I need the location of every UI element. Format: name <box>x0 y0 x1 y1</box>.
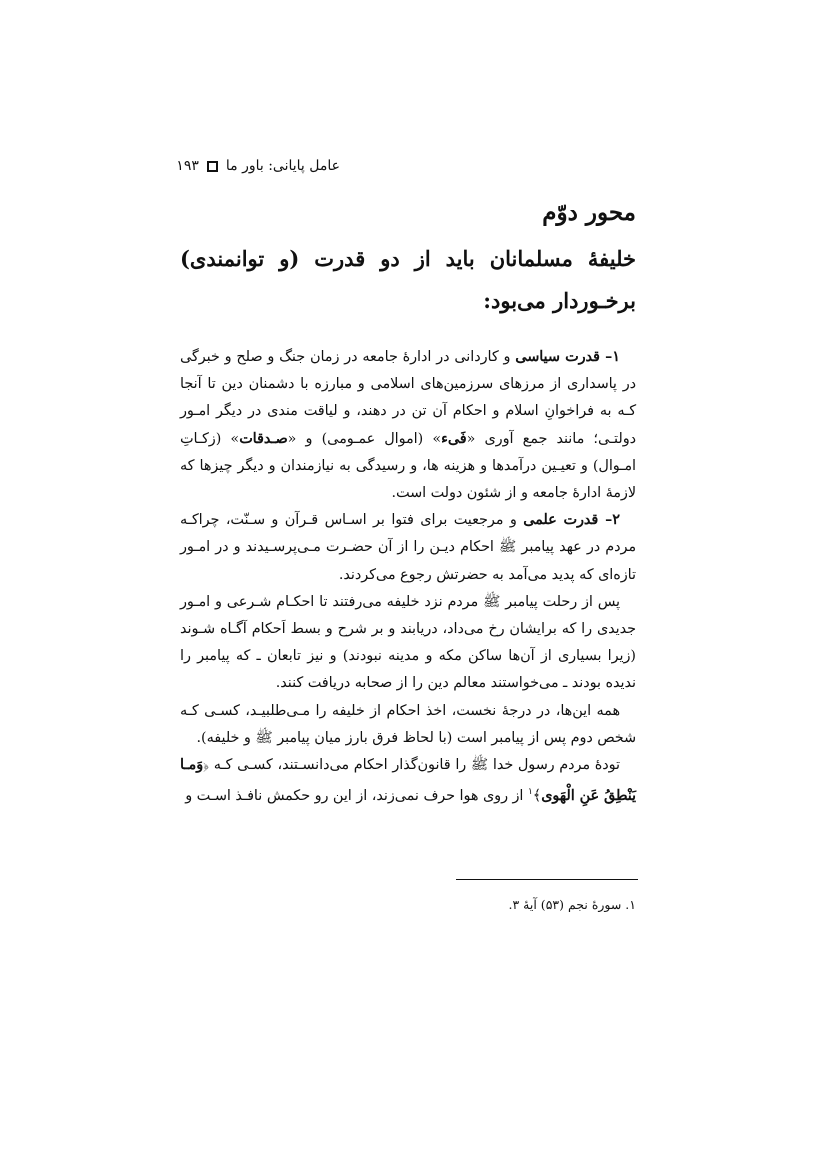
square-ornament-icon <box>207 161 218 172</box>
lead-political-power: ۱– قدرت سیاسی <box>515 349 620 365</box>
footnote: ۱. سورهٔ نجم (۵۳) آیهٔ ۳. <box>508 897 636 912</box>
footnote-reference[interactable]: ۱ <box>527 787 533 798</box>
text-span: » (زکـاتِ امـوال) و تعیـین درآمدها و هزینه ها، و رسیدگی به نیازمندان و دیگر چیزها که لازمهٔ ادارهٔ جامعه و از شئون دولت است. <box>180 430 636 502</box>
text-span: ﴾ <box>532 788 542 805</box>
page-number: ۱۹۳ <box>176 158 199 174</box>
text-span: تودهٔ مردم رسول خدا ﷺ را قانون‌گذار احکام می‌دانسـتند، کسـی کـه ﴿ <box>203 757 620 774</box>
section-title: محور دوّم <box>542 199 636 226</box>
term-sadaqat: صـدقات <box>239 430 288 447</box>
paragraph-after-prophet: پس از رحلت پیامبر ﷺ مردم نزد خلیفه می‌رفتند تا احکـام شـرعی و امـور جدیدی را که برایشان رخ می‌داد، دریابند و بر شرح و بسط اَحکام آگـاه شـوند (زیرا بسیاری از آن‌ها ساکن مکه و مدینه نبودند) و نیز تابعان ـ که پیامبر را ندیده بودند ـ می‌خواستند معالم دین را از صحابه دریافت کنند. <box>180 593 636 692</box>
text-span: از روی هوا حرف نمی‌زند، از این رو حکمش نافـذ اسـت و <box>185 788 528 805</box>
term-fay: فَیء <box>441 430 467 447</box>
paragraph-lawgiver <box>180 752 636 810</box>
paragraph-scientific-power <box>180 507 636 589</box>
quran-verse: وَمـا يَنْطِقُ عَنِ الْهَوى <box>180 757 636 805</box>
footnote-divider <box>456 879 638 880</box>
paragraph-political-power <box>180 344 636 507</box>
text-span: و مرجعیت برای فتوا بر اسـاس قـرآن و سـنّت، چراکـه مردم در عهد پیامبر ﷺ احکام دیـن را از آن حضـرت مـی‌پرسـیدند و در امـور تازه‌ای که پدید می‌آمد به حضرتش رجوع می‌کردند. <box>180 512 636 583</box>
running-header <box>176 158 340 174</box>
body-text <box>180 344 636 810</box>
header-title: عامل پایانی: باور ما <box>225 158 340 174</box>
paragraph-caliph-rulings: همه این‌ها، در درجهٔ نخست، اخذ احکام از خلیفه را مـی‌طلبیـد، کسـی کـه شخص دوم پس از پیامبر است (با لحاظ فرق بارز میان پیامبر ﷺ و خلیفه). <box>180 702 636 746</box>
section-subtitle: خلیفهٔ مسلمانان باید از دو قدرت (و توانمندی) برخـوردار می‌بود: <box>180 246 636 313</box>
text-span: » (اموال عمـومی) و « <box>287 430 442 447</box>
text-span: و کاردانی در ادارهٔ جامعه در زمان جنگ و صلح و خبرگی در پاسداری از مرزهای سرزمین‌های اسلامی و مبارزه با دشمنان دین تا آنجا کـه به فراخوانِ اسلام و احکام آن تن در دهند، و لیاقت مندی در دیگر امـور دولتـی؛ مانند جمع آوری « <box>180 349 636 447</box>
lead-scientific-power: ۲– قدرت علمی <box>523 512 620 529</box>
